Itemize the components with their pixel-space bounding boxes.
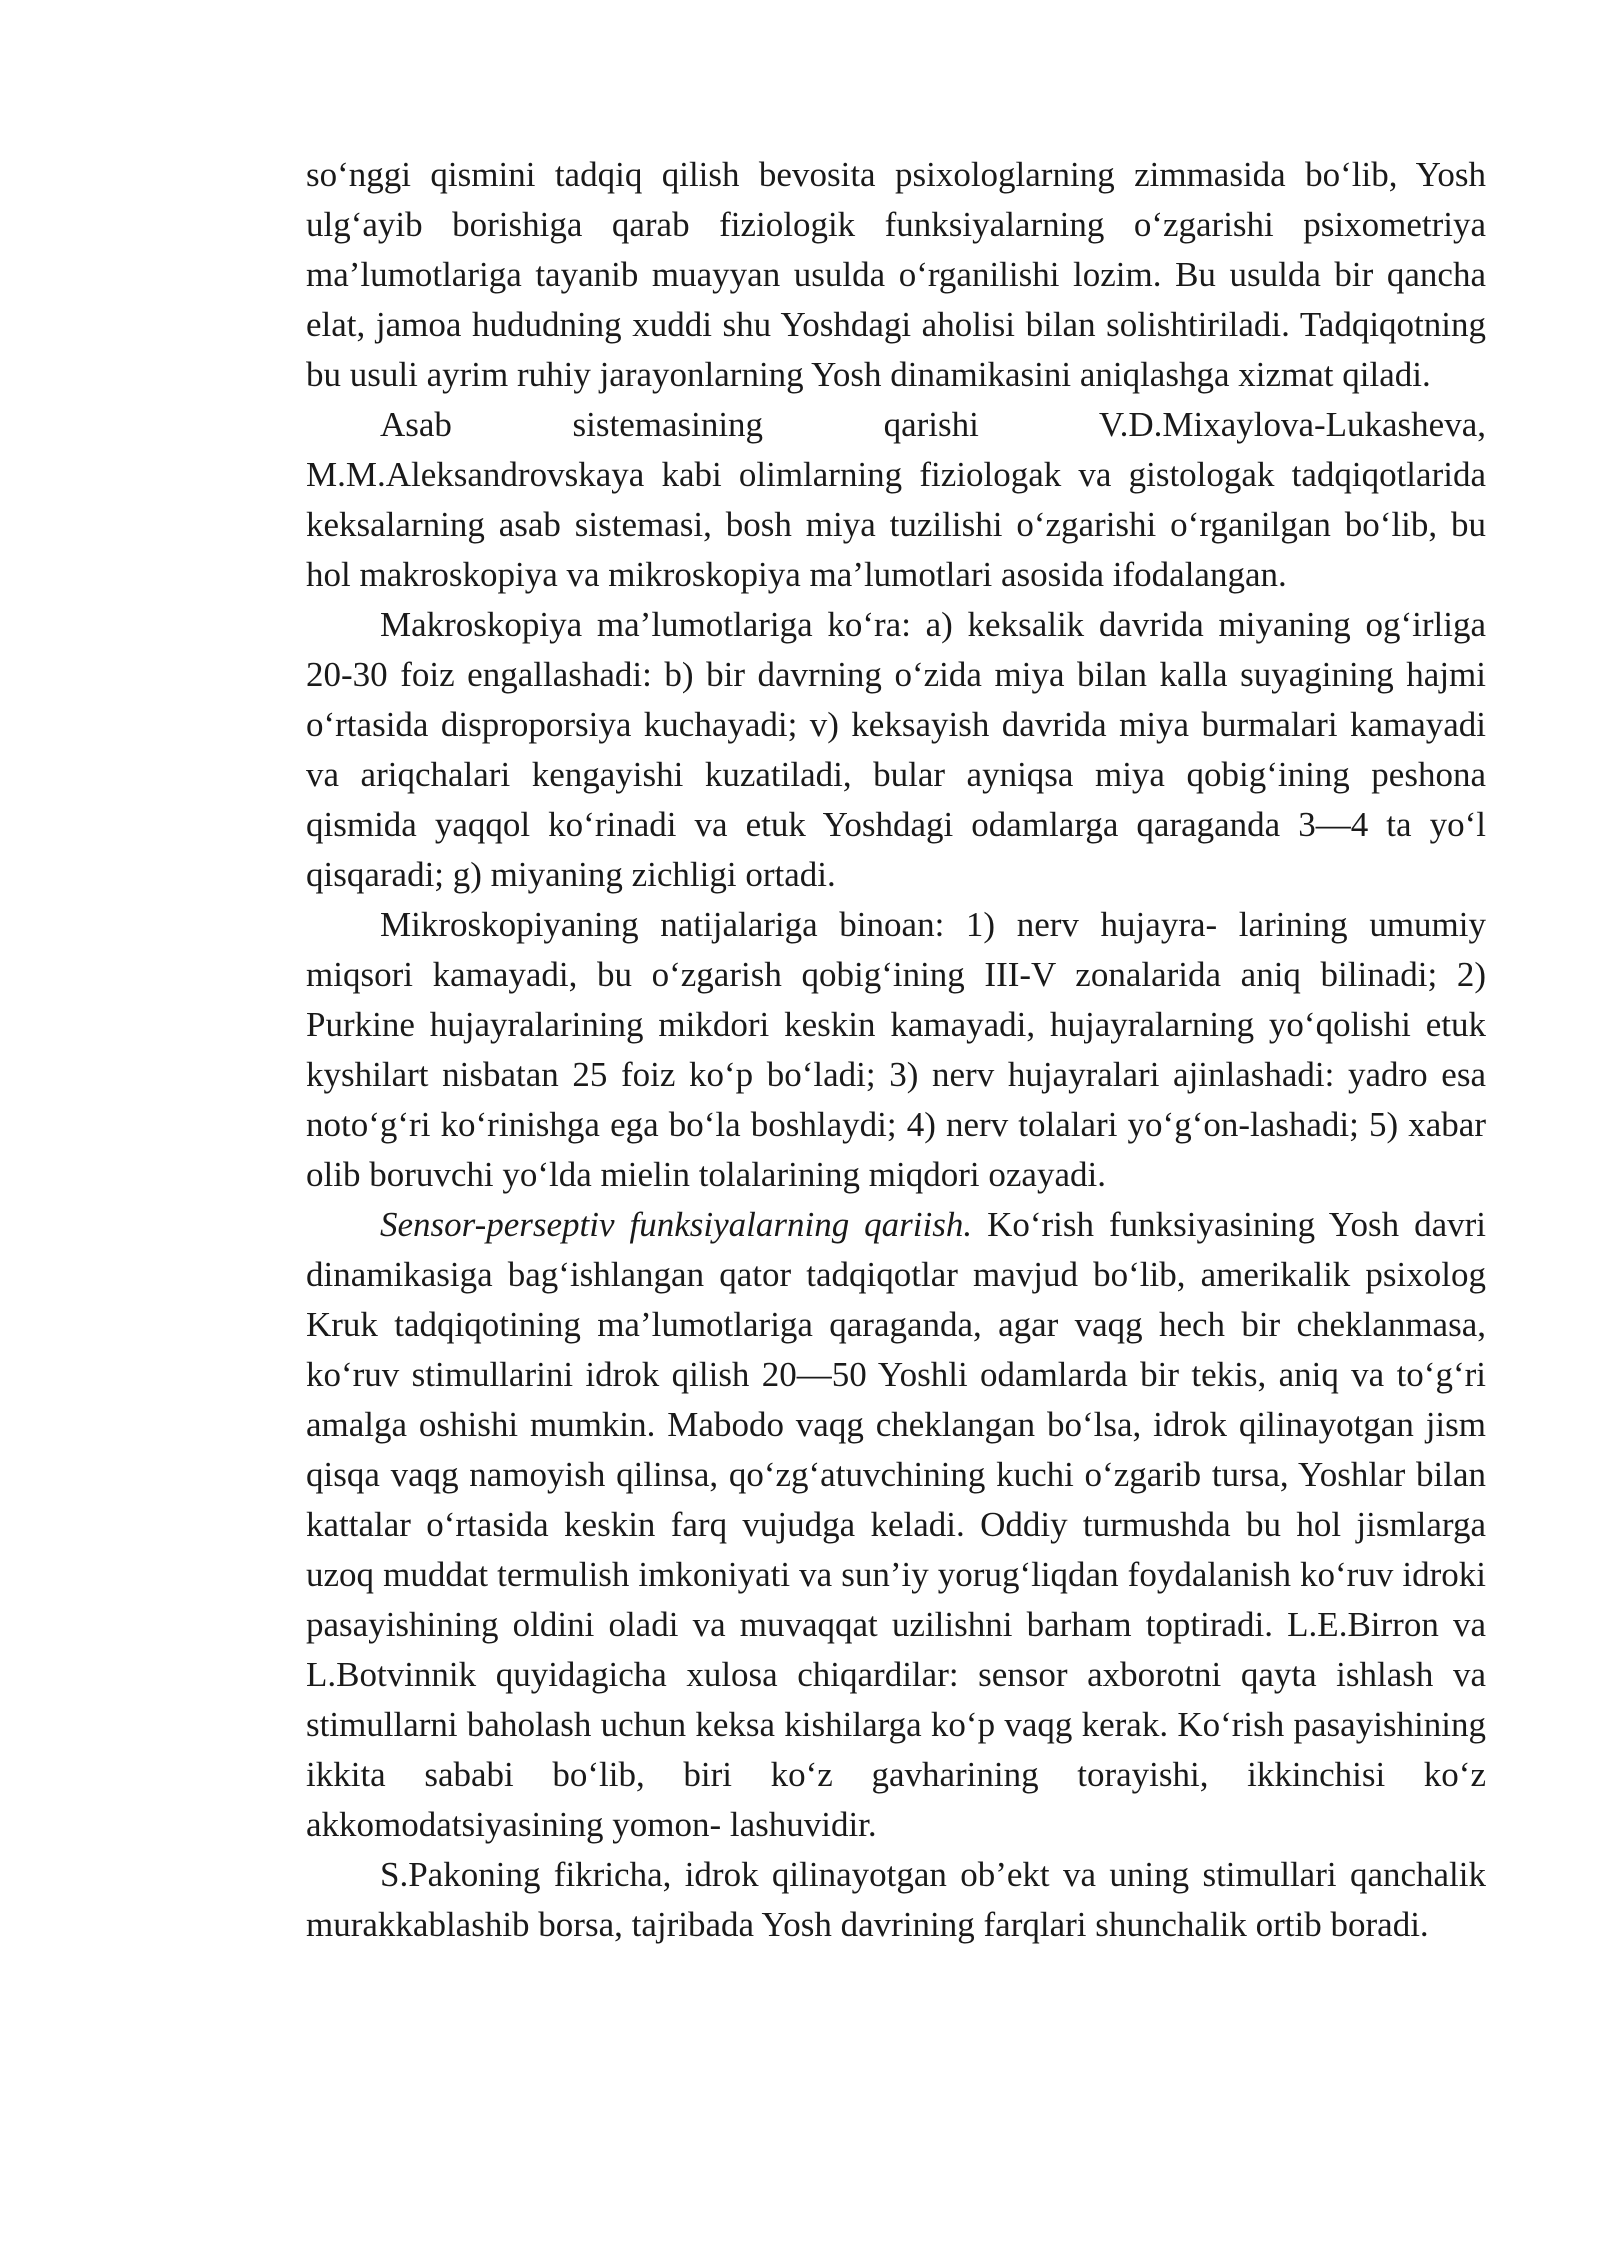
section-heading-italic: Sensor-perseptiv funksiyalarning qariish.	[380, 1205, 973, 1244]
paragraph-sensory-perceptive	[306, 1200, 1486, 1850]
paragraph-macroscopy: Makroskopiya ma’lumotlariga ko‘ra: a) keksalik davrida miyaning og‘irliga 20-30 foiz engallashadi: b) bir davrning o‘zida miya bilan kalla suyagining hajmi o‘rtasida disproporsiya kuchayadi; v) keksayish davrida miya burmalari kamayadi va ariqchalari kengayishi kuzatiladi, bular ayniqsa miya qobig‘ining peshona qismida yaqqol ko‘rinadi va etuk Yoshdagi odamlarga qaraganda 3—4 ta yo‘l qisqaradi; g) miyaning zichligi ortadi.	[306, 605, 1486, 894]
document-page	[306, 150, 1486, 1950]
paragraph-continuation: so‘nggi qismini tadqiq qilish bevosita psixologlarning zimmasida bo‘lib, Yosh ulg‘ayib borishiga qarab fiziologik funksiyalarning o‘zgarishi psixometriya ma’lumotlariga tayanib muayyan usulda o‘rganilishi lozim. Bu usulda bir qancha elat, jamoa hududning xuddi shu Yoshdagi aholisi bilan solishtiriladi. Tadqiqotning bu usuli ayrim ruhiy jarayonlarning Yosh dinamikasini aniqlashga xizmat qiladi.	[306, 155, 1486, 394]
paragraph-microscopy: Mikroskopiyaning natijalariga binoan: 1) nerv hujayra- larining umumiy miqsori kamayadi, bu o‘zgarish qobig‘ining III-V zonalarida aniq bilinadi; 2) Purkine hujayralarining mikdori keskin kamayadi, hujayralarning yo‘qolishi etuk kyshilart nisbatan 25 foiz ko‘p bo‘ladi; 3) nerv hujayralari ajinlashadi: yadro esa noto‘g‘ri ko‘rinishga ega bo‘la boshlaydi; 4) nerv tolalari yo‘g‘on-lashadi; 5) xabar olib boruvchi yo‘lda mielin tolalarining miqdori ozayadi.	[306, 905, 1486, 1194]
paragraph-pako-opinion: S.Pakoning fikricha, idrok qilinayotgan ob’ekt va uning stimullari qanchalik murakkablashib borsa, tajribada Yosh davrining farqlari shunchalik ortib boradi.	[306, 1855, 1486, 1944]
paragraph-body: Ko‘rish funksiyasining Yosh davri dinamikasiga bag‘ishlangan qator tadqiqotlar mavjud bo‘lib, amerikalik psixolog Kruk tadqiqotining ma’lumotlariga qaraganda, agar vaqg hech bir cheklanmasa, ko‘ruv stimullarini idrok qilish 20—50 Yoshli odamlarda bir tekis, aniq va to‘g‘ri amalga oshishi mumkin. Mabodo vaqg cheklangan bo‘lsa, idrok qilinayotgan jism qisqa vaqg namoyish qilinsa, qo‘zg‘atuvchining kuchi o‘zgarib tursa, Yoshlar bilan kattalar o‘rtasida keskin farq vujudga keladi. Oddiy turmushda bu hol jismlarga uzoq muddat termulish imkoniyati va sun’iy yorug‘liqdan foydalanish ko‘ruv idroki pasayishining oldini oladi va muvaqqat uzilishni barham toptiradi. L.E.Birron va L.Botvinnik quyidagicha xulosa chiqardilar: sensor axborotni qayta ishlash va stimullarni baholash uchun keksa kishilarga ko‘p vaqg kerak. Ko‘rish pasayishining ikkita sababi bo‘lib, biri ko‘z gavharining torayishi, ikkinchisi ko‘z akkomodatsiyasining yomon- lashuvidir.	[306, 1205, 1487, 1844]
paragraph-nervous-system-aging: Asab sistemasining qarishi V.D.Mixaylova-Lukasheva, M.M.Aleksandrovskaya kabi olimlarning fiziologak va gistologak tadqiqotlarida keksalarning asab sistemasi, bosh miya tuzilishi o‘zgarishi o‘rganilgan bo‘lib, bu hol makroskopiya va mikroskopiya ma’lumotlari asosida ifodalangan.	[306, 405, 1486, 594]
